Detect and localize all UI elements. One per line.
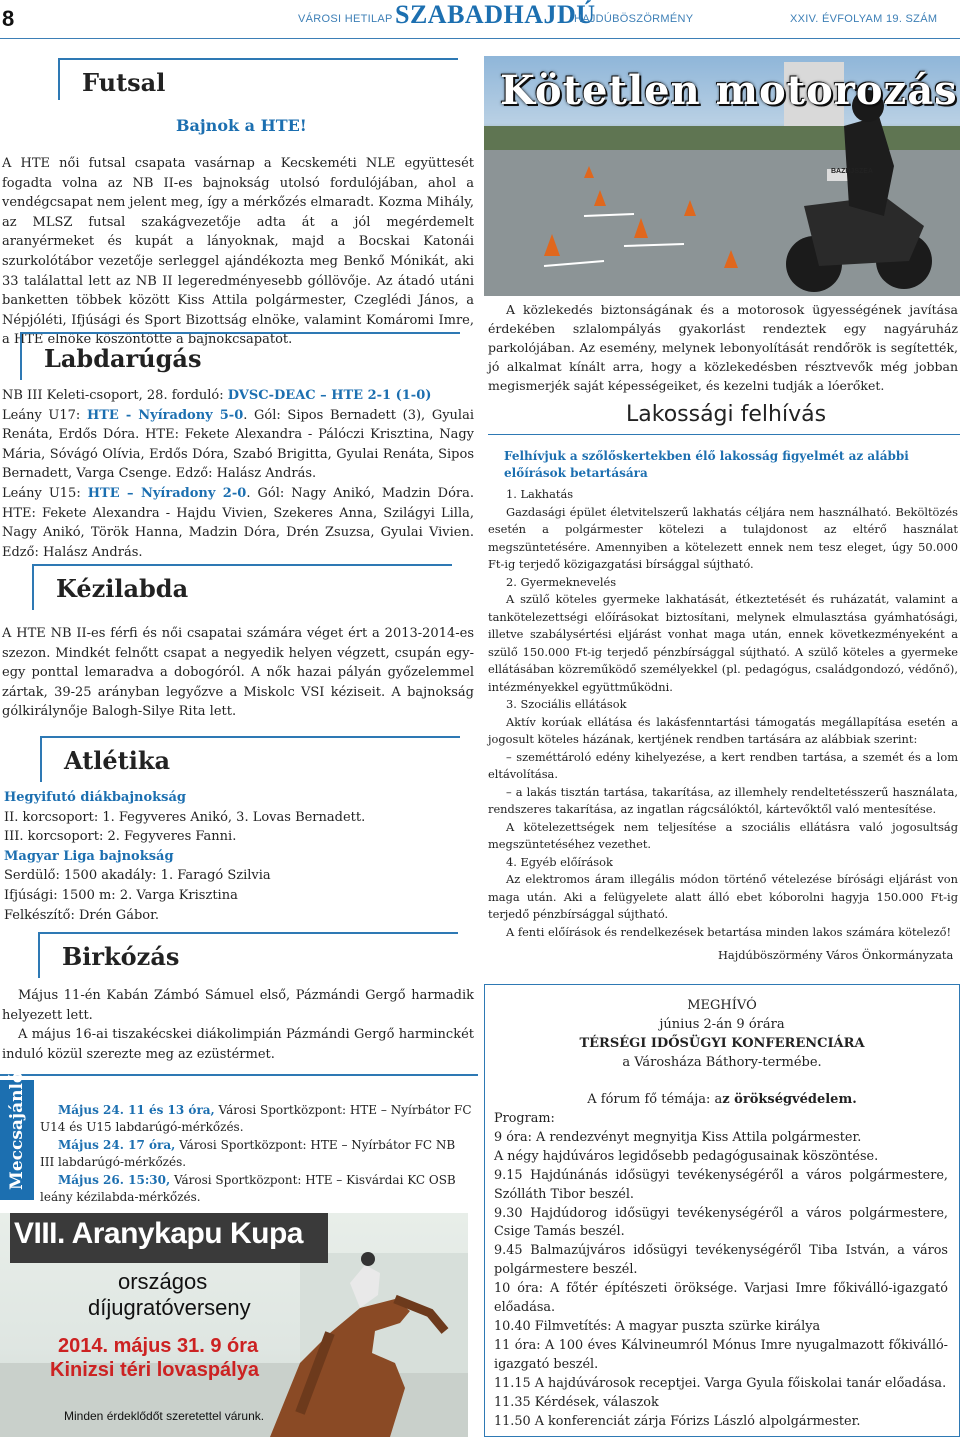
program-item: 10 óra: A főtér építészeti öröksége. Varjasi Imre főkiválló-igazgató előadása.: [494, 1281, 948, 1316]
meccsajanlo-sidebar: [0, 1071, 34, 1200]
felhivas-lead: Felhívjuk a szőlőskertekben élő lakosság figyelmét az alábbi előírások betartására: [504, 449, 909, 480]
header-city: HAJDÚBÖSZÖRMÉNY: [574, 13, 694, 25]
program-item: 11.35 Kérdések, válaszok: [494, 1394, 659, 1410]
meghivo-title: MEGHÍVÓ: [687, 998, 757, 1013]
meccs-top-rule: [0, 1074, 478, 1076]
poster-subtitle-1: országos: [118, 1269, 208, 1294]
header-rule: [0, 38, 960, 39]
felhivas-paragraph-3c: – a lakás tisztán tartása, takarítása, az illemhely rendeltetésszerű használata, rendszeres takarítása, az ingatlan rágcsálóktól, kártevőktől való mentesítése.: [488, 784, 958, 816]
meccs-item: [40, 1102, 472, 1137]
meccsajanlo-list: [40, 1102, 472, 1206]
meghivo-theme: [486, 1090, 958, 1109]
program-item: 9 óra: A rendezvényt megnyitja Kiss Attila polgármester.: [494, 1129, 862, 1145]
meghivo-event: TÉRSÉGI IDŐSÜGYI KONFERENCIÁRA: [579, 1036, 865, 1051]
felhivas-paragraph-3a: Aktív korúak ellátása és lakásfenntartási támogatás megállapítása esetén a jogosult köteles házának, kertjének rendben tartására az alábbiak szerint:: [488, 714, 958, 746]
birkozas-article: [2, 986, 474, 1064]
program-item: 9.30 Hajdúdorog idősügyi tevékenységéről a város polgármestere, Csige Tamás beszél.: [494, 1205, 948, 1240]
felhivas-heading-4: 4. Egyéb előírások: [506, 854, 613, 869]
atletika-line-5: Felkészítő: Drén Gábor.: [4, 907, 160, 923]
felhivas-body: [488, 486, 958, 941]
meccs-item: [40, 1137, 472, 1172]
poster-venue: Kinizsi téri lovaspálya: [50, 1359, 259, 1381]
meghivo-program-label: Program:: [494, 1111, 555, 1126]
masthead: SZABADHAJDÚ: [395, 0, 596, 29]
labdarugas-line2-rest: . Gól: Sipos Bernadett (3), Gyulai Renáta, Erdős Dóra. HTE: Fekete Alexandra - Pálóczi Krisztina, Nagy Mária, Sóvágó Olívia, Erdős Dóra, Szabó Brigitta, Gyulai Renáta, Sipos Bernadett, Varga Csenge. Edző: Halász András.: [2, 407, 474, 482]
labdarugas-line3-rest: . Gól: Nagy Anikó, Madzin Dóra. HTE: Fekete Alexandra - Hajdu Vivien, Szekeres Anna, Szilágyi Lilla, Nagy Anikó, Török Hanna, Madzin Dóra, Drén Zsuzsa, Gyulai Vivien. Edző: Halász András.: [2, 485, 475, 560]
meccs-item-date: Május 24. 17 óra,: [58, 1137, 176, 1152]
felhivas-paragraph-3b: – szeméttároló edény kihelyezése, a kert rendben tartása, a szemét és a lom eltávolítása.: [488, 749, 958, 781]
felhivas-signature: Hajdúböszörmény Város Önkormányzata: [718, 948, 954, 962]
felhivas-paragraph-1: Gazdasági épület életvitelszerű lakhatás céljára nem használható. Beköltözés esetén a polgármester kötelezi a tulajdonost az eltérő használat megszüntetésére. Amennyiben a kötelezett ennek nem tesz eleget, úgy 50.000 Ft-ig terjedő közigazgatási bírsággal sújtható.: [488, 504, 958, 571]
meccs-item-text: Városi Sportközpont: HTE – Kisvárdai KC OSB leány kézilabda-mérkőzés.: [40, 1172, 456, 1205]
labdarugas-score-3: HTE – Nyíradony 2-0: [87, 485, 247, 501]
atletika-article: [4, 788, 474, 925]
felhivas-paragraph-4: Az elektromos áram illegális módon történő vételezése bírósági eljárást von maga után. Aki a felügyelete alatt álló ebet kóborolni hagyja 150.000 Ft-ig terjedő pénzbírsággal sújtható.: [488, 872, 958, 921]
program-item: 11.15 A hajdúvárosok receptjei. Varga Gyula főiskolai tanár előadása.: [494, 1375, 947, 1391]
license-plate: BAZRJSZEA: [830, 168, 873, 175]
meccs-item-date: Május 24. 11 és 13 óra,: [58, 1103, 215, 1117]
labdarugas-score-1: DVSC-DEAC – HTE 2-1 (1-0): [227, 388, 432, 403]
labdarugas-score-2: HTE - Nyíradony 5-0: [86, 407, 244, 423]
birkozas-paragraph-2: A május 16-ai tiszakécskei diákolimpián Pázmándi Gergő harminckét induló közül szerezte meg az ezüstérmet.: [2, 1027, 474, 1062]
meccsajanlo-label: Meccsajánló: [7, 1071, 27, 1190]
header-issue: XXIV. ÉVFOLYAM 19. SZÁM: [790, 13, 938, 25]
poster-footer: Minden érdeklődőt szeretettel várunk.: [64, 1409, 265, 1423]
section-heading-atletika: Atlétika: [40, 736, 460, 782]
atletika-line-3: Serdülő: 1500 akadály: 1. Faragó Szilvia: [4, 868, 271, 884]
meghivo-program: [494, 1110, 948, 1431]
poster-date: 2014. május 31. 9 óra: [58, 1335, 259, 1357]
meghivo-theme-value: z örökségvédelem.: [722, 1092, 857, 1107]
meghivo-venue: a Városháza Báthory-termébe.: [622, 1055, 822, 1070]
program-item: 11.50 A konferenciát zárja Fórizs László alpolgármester.: [494, 1413, 861, 1429]
meghivo-theme-label: A fórum fő témája: a: [587, 1092, 723, 1107]
program-item: A négy hajdúváros legidősebb pedagógusainak köszöntése.: [494, 1148, 879, 1164]
program-item: 9.45 Balmazújváros idősügyi tevékenységéről Tiba István, a város polgármestere beszél.: [494, 1243, 948, 1278]
kezilabda-article: A HTE NB II-es férfi és női csapatai számára véget ért a 2013-2014-es szezon. Mindkét felnőtt csapat a negyedik helyen végzett, csupán egy-egy ponttal lemaradva a dobogóról. A nők hazai pályán győzelemmel zártak, 39-25 arányban legyőzve a Miskolc VSI kéziseit. A bajnokság gólkirálynője Balogh-Silye Rita lett.: [2, 626, 474, 720]
atletika-line-2: III. korcsoport: 2. Fegyveres Fanni.: [4, 829, 237, 845]
meccs-item-date: Május 26. 15:30,: [58, 1172, 171, 1187]
birkozas-paragraph-1: Május 11-én Kabán Zámbó Sámuel első, Pázmándi Gergő harmadik helyezett lett.: [2, 988, 474, 1023]
poster-subtitle-2: díjugratóverseny: [88, 1295, 251, 1320]
program-item: 11 óra: A 100 éves Kálvineumról Mónus Imre nyugalmazott főkiválló-igazgató beszél.: [494, 1337, 948, 1372]
section-heading-labdarugas: Labdarúgás: [20, 332, 460, 380]
motorcycle-caption: A közlekedés biztonságának és a motorosok ügyességének javítása érdekében szlalompályás gyakorlást rendeztek egy nagyáruház parkolójában. Az esemény, melynek lebonyolítását rendőrök is segítették, jó alkalmat kínált arra, hogy a közlekedésben résztvevők még jobban megismerjék saját képességeiket, és kezelni tudják a lóerőket.: [488, 302, 958, 393]
labdarugas-line1: NB III Keleti-csoport, 28. forduló:: [2, 388, 228, 403]
program-item: 9.15 Hajdúnánás idősügyi tevékenységéről a város polgármestere, Szólláth Tibor beszél.: [494, 1167, 948, 1202]
felhivas-paragraph-2: A szülő köteles gyermeke lakhatását, étkeztetését és ruházatát, valamint a tankötelezettségi előírásokat biztosítani, melynek elmulasztása gyámhatósági, illetve szabálysértési eljárást vonhat maga után, ennek következményeként a szülő 150.000 Ft-ig terjedő pénzbírsággal sújtható. A szülő köteles a gyermeke ellátásában közreműködő személyekkel (pl. pedagógus, családgondozó, védőnő), intézményekkel együttműködni.: [488, 592, 958, 694]
atletika-line-4: Ifjúsági: 1500 m: 2. Varga Krisztina: [4, 887, 238, 903]
poster-title: VIII. Aranykapu Kupa: [14, 1217, 303, 1250]
atletika-subheading-2: Magyar Liga bajnokság: [4, 848, 174, 864]
futsal-article: A HTE női futsal csapata vasárnap a Kecskeméti NLE együttesét fogadta volna az NB II-es bajnokság utolsó fordulójában, ahol a vendégcsapat nem jelent meg, így a mérkőzés elmaradt. Kozma Mihály, az MLSZ futsal szakágvezetője adta át a jól megérdemelt aranyérmeket és kupát a lányoknak, majd a Bocskai Katonái szurkolótábor vezetője serleggel ajándékozta meg Benkő Mónikát, aki 33 találattal lett az NB II legeredményesebb góllövője. Az átadó utáni banketten többek között Kiss Attila polgármester, Czeglédi János, a Népjóléti, Ifjúsági és Sport Bizottság elnöke, valamint Komáromi Imre, a HTE elnöke köszöntötte a bajnokcsapatot.: [2, 156, 474, 348]
felhivas-title: Lakossági felhívás: [626, 402, 827, 427]
felhivas-paragraph-5: A fenti előírások és rendelkezések betartása minden lakos számára kötelező!: [506, 924, 952, 939]
section-heading-birkozas: Birkózás: [38, 932, 458, 978]
header-left-label: VÁROSI HETILAP: [298, 13, 393, 25]
aranykapu-kupa-poster: [0, 1213, 468, 1437]
page-number: 8: [2, 6, 15, 31]
atletika-line-1: II. korcsoport: 1. Fegyveres Anikó, 3. Lovas Bernadett.: [4, 809, 366, 825]
felhivas-heading-3: 3. Szociális ellátások: [506, 697, 627, 711]
meccs-item-text: Városi Sportközpont: HTE – Nyírbátor FC U14 és U15 labdarúgó-mérkőzés.: [40, 1103, 472, 1135]
section-heading-kezilabda: Kézilabda: [32, 564, 452, 610]
atletika-subheading-1: Hegyifutó diákbajnokság: [4, 790, 187, 805]
labdarugas-line3: Leány U15:: [2, 485, 88, 501]
meccs-item: [40, 1172, 472, 1207]
labdarugas-article: [2, 386, 474, 562]
meccs-item-text: Városi Sportközpont: HTE – Nyírbátor FC NB III labdarúgó-mérkőzés.: [40, 1137, 456, 1170]
futsal-subtitle: Bajnok a HTE!: [176, 116, 307, 135]
felhivas-rule: [488, 434, 960, 435]
felhivas-paragraph-3d: A kötelezettségek nem teljesítése a szociális ellátásra való jogosultság megszüntetéséhez vezethet.: [488, 819, 958, 851]
program-item: 10.40 Filmvetítés: A magyar puszta szürke királya: [494, 1318, 821, 1334]
section-heading-futsal: Futsal: [58, 58, 458, 100]
meghivo-header: [486, 996, 958, 1072]
felhivas-heading-2: 2. Gyermeknevelés: [506, 574, 617, 589]
labdarugas-line2: Leány U17:: [2, 407, 87, 423]
motorcycle-article-title: Kötetlen motorozás: [500, 67, 958, 114]
felhivas-heading-1: 1. Lakhatás: [506, 487, 574, 501]
meghivo-date: június 2-án 9 órára: [659, 1017, 785, 1032]
